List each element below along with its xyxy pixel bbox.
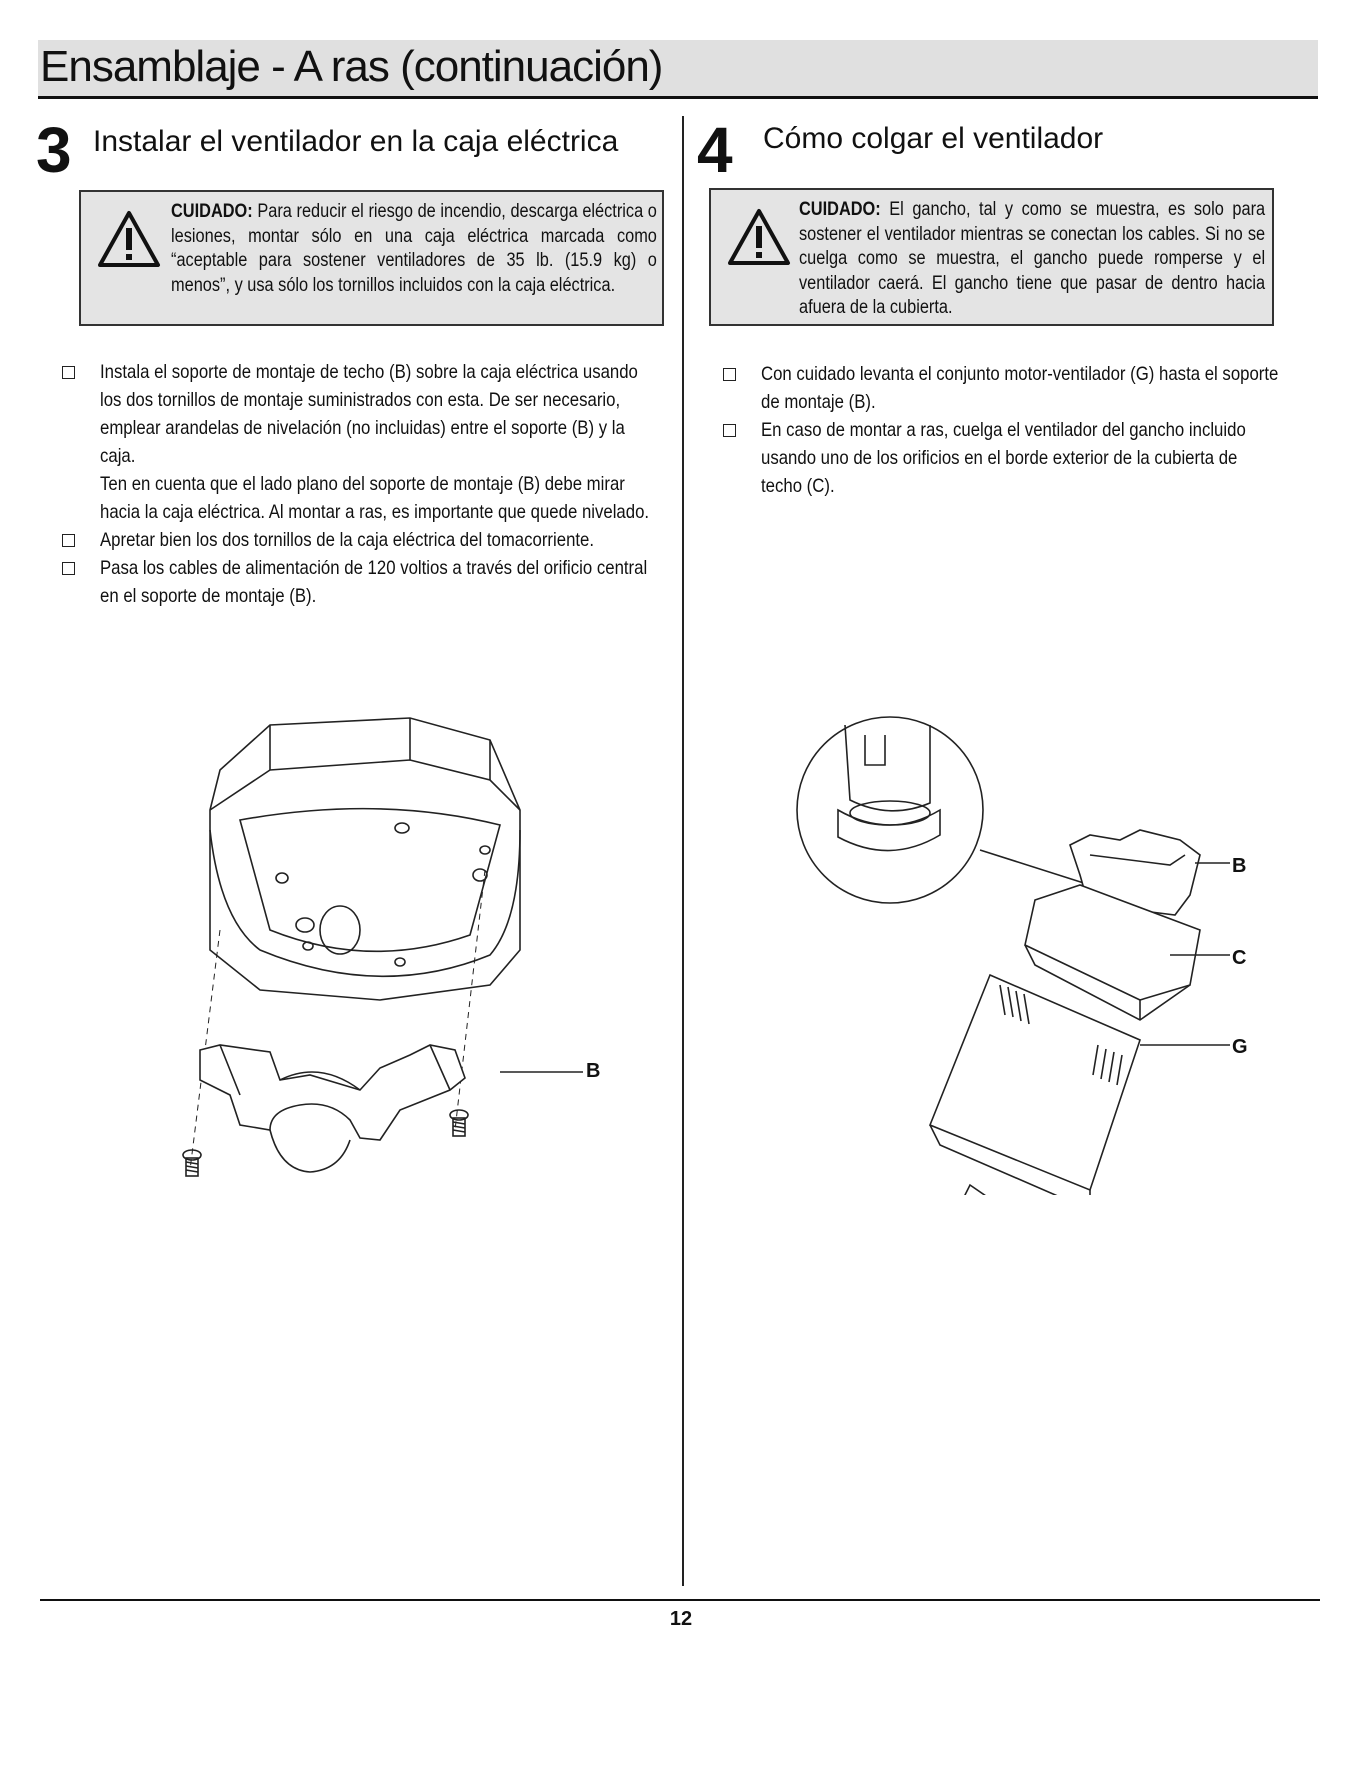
electrical-box <box>210 718 520 1000</box>
step-4-instructions <box>723 360 1283 500</box>
page-title: Ensamblaje - A ras (continuación) <box>40 42 663 91</box>
list-item: Apretar bien los dos tornillos de la caja eléctrica del tomacorriente. <box>62 526 662 554</box>
step-3-instructions <box>62 358 662 610</box>
screw-right <box>450 1110 468 1136</box>
list-item: En caso de montar a ras, cuelga el ventilador del gancho incluido usando uno de los orificios en el borde exterior de la cubierta de techo (C). <box>723 416 1283 500</box>
list-item: Con cuidado levanta el conjunto motor-ventilador (G) hasta el soporte de montaje (B). <box>723 360 1283 416</box>
checkbox-icon <box>62 562 75 575</box>
footer-rule <box>40 1599 1320 1601</box>
callout-c-step4: C <box>1232 947 1247 969</box>
step-3-caution-text <box>171 200 657 298</box>
step-3-title: Instalar el ventilador en la caja eléctrica <box>93 125 619 158</box>
step-4-illustration <box>790 715 1230 1195</box>
checkbox-icon <box>62 366 75 379</box>
caution-label: CUIDADO: <box>171 201 253 222</box>
step-3-caution-box <box>79 190 664 326</box>
checkbox-icon <box>723 368 736 381</box>
list-item: Ten en cuenta que el lado plano del soporte de montaje (B) debe mirar hacia la caja eléctrica. Al montar a ras, es importante que quede nivelado. <box>100 473 650 523</box>
callout-b-step4: B <box>1232 855 1247 877</box>
checkbox-icon <box>62 534 75 547</box>
step-4-number: 4 <box>697 114 733 186</box>
caution-body: El gancho, tal y como se muestra, es solo para sostener el ventilador mientras se conectan los cables. Si no se cuelga como se muestra, el gancho puede romperse y el ventilador caerá. El gancho tiene que pasar de dentro hacia afuera de la cubierta. <box>799 199 1266 318</box>
step-4-caution-box <box>709 188 1274 326</box>
callout-g-step4: G <box>1232 1036 1248 1058</box>
step-4-title: Cómo colgar el ventilador <box>763 122 1104 155</box>
caution-label: CUIDADO: <box>799 199 881 220</box>
step-3-illustration <box>180 700 620 1220</box>
caution-body: Para reducir el riesgo de incendio, descarga eléctrica o lesiones, montar sólo en una caja eléctrica marcada como “aceptable para sostener ventiladores de 35 lb. (15.9 kg) o menos”, y usa sólo los tornillos incluidos con la caja eléctrica. <box>171 201 657 296</box>
section-banner <box>38 40 1318 99</box>
list-item: Pasa los cables de alimentación de 120 voltios a través del orificio central en el soporte de montaje (B). <box>62 554 662 610</box>
column-divider <box>682 116 684 1586</box>
step-4-caution-text <box>799 198 1265 321</box>
motor-assembly <box>930 975 1140 1190</box>
step-3-number: 3 <box>36 114 72 186</box>
list-item: Instala el soporte de montaje de techo (B) sobre la caja eléctrica usando los dos tornillos de montaje suministrados con esta. De ser necesario, emplear arandelas de nivelación (no incluidas) entre el soporte (B) y la caja. <box>62 358 662 470</box>
warning-icon <box>97 210 161 268</box>
callout-b-step3: B <box>586 1060 601 1082</box>
checkbox-icon <box>723 424 736 437</box>
page-number: 12 <box>669 1608 693 1630</box>
warning-icon <box>727 208 791 266</box>
